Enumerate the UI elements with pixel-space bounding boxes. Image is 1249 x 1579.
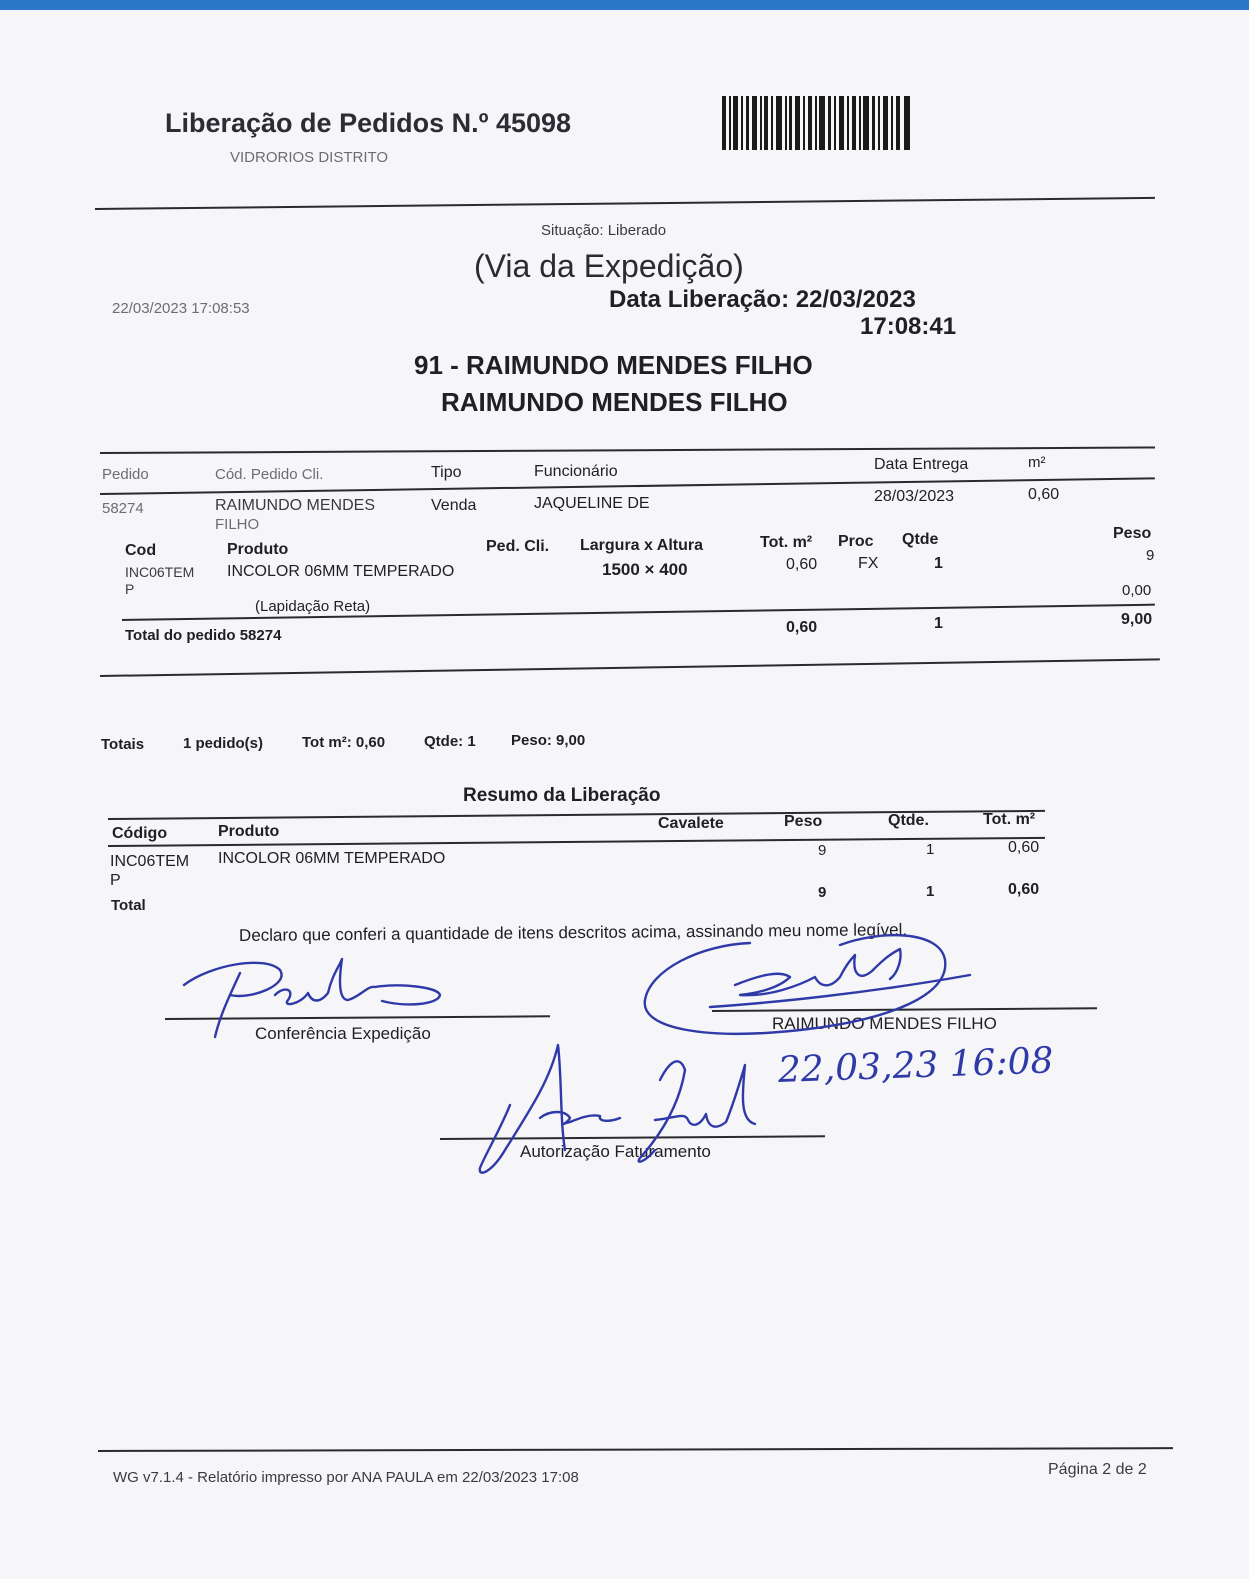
resumo-total-peso: 9 bbox=[818, 884, 827, 901]
item-cod-1: INC06TEM bbox=[125, 564, 195, 580]
order-total-m2: 0,60 bbox=[786, 619, 818, 636]
resumo-peso: 9 bbox=[818, 842, 827, 859]
item-col-qtde: Qtde bbox=[902, 531, 939, 548]
conferencia-label: Conferência Expedição bbox=[255, 1024, 431, 1043]
row-funcionario: JAQUELINE DE bbox=[534, 495, 650, 512]
footer-page-number: Página 2 de 2 bbox=[1048, 1461, 1147, 1478]
item-sub-value: 0,00 bbox=[1122, 582, 1152, 599]
row-tipo: Venda bbox=[431, 497, 477, 514]
row-pedido: 58274 bbox=[102, 500, 144, 517]
handwritten-date: 22,03,23 16:08 bbox=[777, 1040, 1055, 1091]
status-text: Situação: Liberado bbox=[541, 222, 667, 239]
resumo-col-produto: Produto bbox=[218, 823, 280, 840]
order-total-label: Total do pedido 58274 bbox=[125, 627, 282, 644]
item-col-cod: Cod bbox=[125, 542, 157, 559]
footer-printed-by: WG v7.1.4 - Relatório impresso por ANA PAULA em 22/03/2023 17:08 bbox=[113, 1469, 579, 1486]
totals-qtde: Qtde: 1 bbox=[424, 733, 476, 750]
autorizacao-signature bbox=[470, 1040, 760, 1180]
resumo-col-qtde: Qtde. bbox=[888, 812, 929, 829]
resumo-tot-m2: 0,60 bbox=[1008, 839, 1040, 856]
col-cod-cli: Cód. Pedido Cli. bbox=[215, 466, 324, 483]
totals-peso: Peso: 9,00 bbox=[511, 732, 586, 749]
barcode bbox=[722, 96, 910, 150]
totals-pedidos: 1 pedido(s) bbox=[183, 735, 264, 752]
company-name: VIDRORIOS DISTRITO bbox=[230, 149, 389, 166]
col-m2: m² bbox=[1028, 454, 1046, 471]
client-name-1: 91 - RAIMUNDO MENDES FILHO bbox=[414, 350, 813, 380]
item-cod-2: P bbox=[125, 581, 135, 597]
resumo-total-m2: 0,60 bbox=[1008, 881, 1040, 898]
row-data-entrega: 28/03/2023 bbox=[874, 488, 955, 505]
resumo-codigo-1: INC06TEM bbox=[110, 853, 190, 870]
item-proc: FX bbox=[858, 555, 879, 572]
print-timestamp: 22/03/2023 17:08:53 bbox=[112, 300, 250, 317]
row-m2: 0,60 bbox=[1028, 486, 1060, 503]
resumo-total-qtde: 1 bbox=[926, 883, 935, 900]
item-tot-m2: 0,60 bbox=[786, 556, 818, 573]
item-col-proc: Proc bbox=[838, 533, 874, 550]
release-time: 17:08:41 bbox=[860, 313, 957, 340]
totals-label: Totais bbox=[101, 736, 145, 753]
resumo-col-cavalete: Cavalete bbox=[658, 815, 724, 832]
item-dims: 1500 × 400 bbox=[602, 560, 688, 579]
resumo-total-label: Total bbox=[111, 897, 146, 914]
totals-m2: Tot m²: 0,60 bbox=[302, 734, 386, 751]
client-signature-label: RAIMUNDO MENDES FILHO bbox=[772, 1014, 997, 1033]
autorizacao-label: Autorização Faturamento bbox=[520, 1142, 711, 1161]
resumo-col-tot-m2: Tot. m² bbox=[983, 811, 1036, 828]
conferencia-signature bbox=[170, 945, 470, 1045]
item-col-dims: Largura x Altura bbox=[580, 537, 703, 554]
row-cod-cli-1: RAIMUNDO MENDES bbox=[215, 497, 376, 514]
order-total-peso: 9,00 bbox=[1121, 611, 1153, 628]
item-col-peso: Peso bbox=[1113, 525, 1152, 542]
order-table-top-line bbox=[100, 446, 1155, 454]
header-divider bbox=[95, 197, 1155, 210]
resumo-title: Resumo da Liberação bbox=[463, 785, 661, 806]
footer-divider bbox=[98, 1447, 1173, 1452]
client-signature bbox=[640, 915, 980, 1045]
release-date: Data Liberação: 22/03/2023 bbox=[609, 286, 916, 313]
copy-type: (Via da Expedição) bbox=[474, 248, 744, 284]
order-table-bottom-line bbox=[100, 658, 1160, 677]
document-title: Liberação de Pedidos N.º 45098 bbox=[165, 108, 572, 138]
item-qtde: 1 bbox=[934, 555, 943, 572]
col-funcionario: Funcionário bbox=[534, 463, 618, 480]
item-produto: INCOLOR 06MM TEMPERADO bbox=[227, 563, 455, 580]
item-peso: 9 bbox=[1146, 547, 1155, 564]
item-col-produto: Produto bbox=[227, 541, 289, 558]
resumo-produto: INCOLOR 06MM TEMPERADO bbox=[218, 850, 446, 867]
order-total-qtde: 1 bbox=[934, 615, 943, 632]
col-pedido: Pedido bbox=[102, 466, 149, 483]
item-col-tot-m2: Tot. m² bbox=[760, 534, 813, 551]
item-sub-desc: (Lapidação Reta) bbox=[255, 598, 371, 615]
item-col-ped-cli: Ped. Cli. bbox=[486, 538, 550, 555]
col-tipo: Tipo bbox=[431, 464, 462, 481]
resumo-codigo-2: P bbox=[110, 872, 121, 889]
resumo-col-peso: Peso bbox=[784, 813, 823, 830]
col-data-entrega: Data Entrega bbox=[874, 456, 969, 473]
resumo-qtde: 1 bbox=[926, 841, 935, 858]
client-name-2: RAIMUNDO MENDES FILHO bbox=[441, 387, 788, 417]
row-cod-cli-2: FILHO bbox=[215, 516, 260, 533]
resumo-col-codigo: Código bbox=[112, 825, 168, 842]
declaration-text: Declaro que conferi a quantidade de itens descritos acima, assinando meu nome legível. bbox=[238, 920, 908, 945]
